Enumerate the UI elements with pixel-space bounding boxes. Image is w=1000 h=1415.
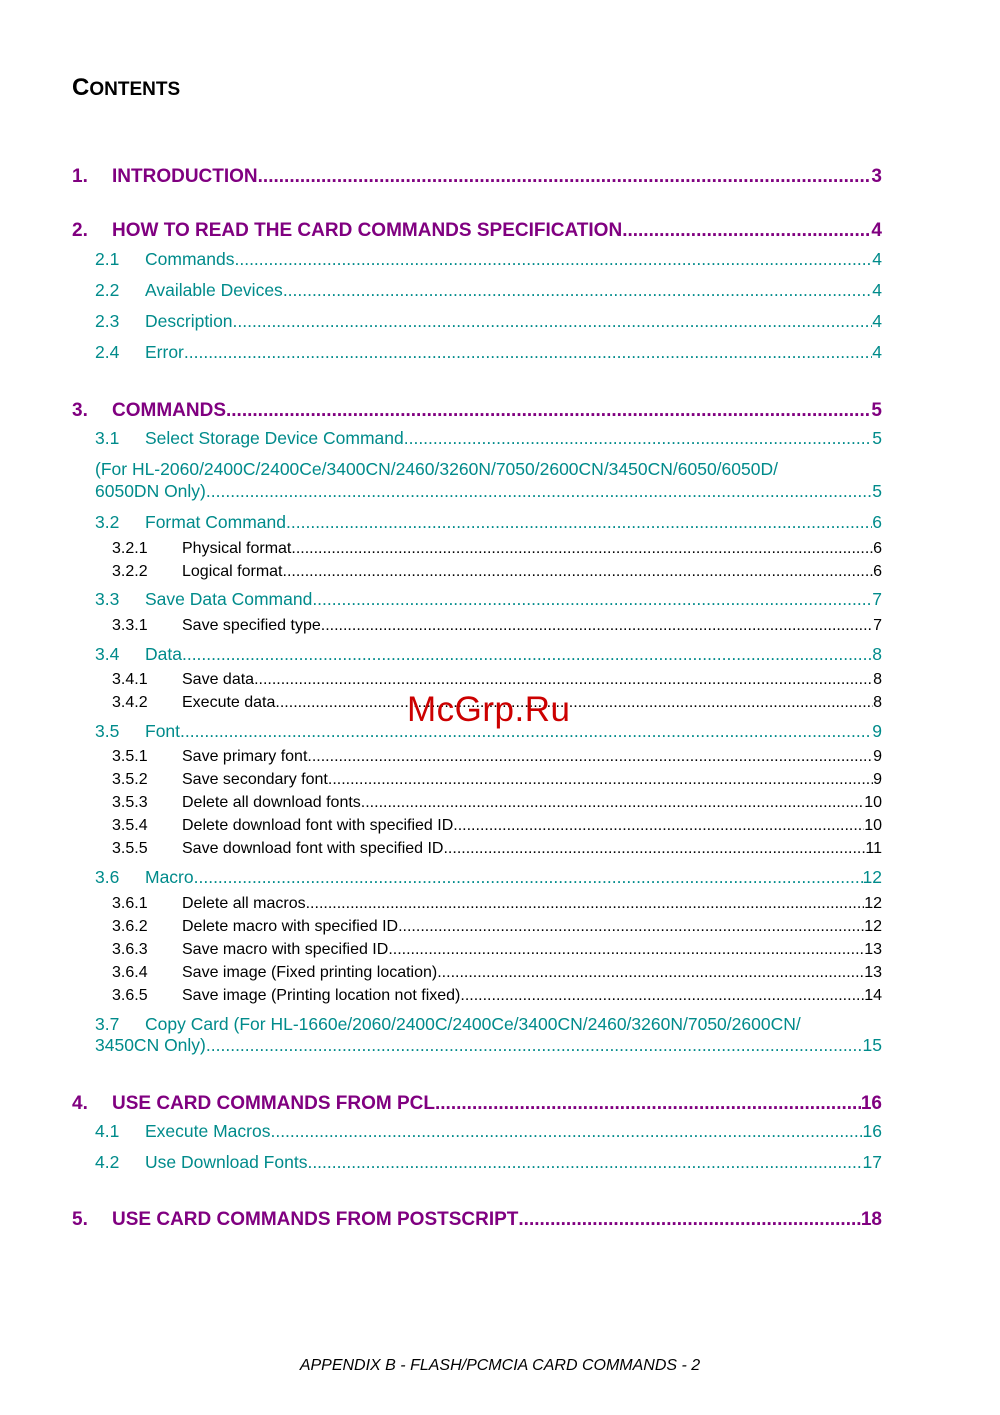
- toc-page: 17: [862, 1152, 882, 1172]
- toc-label: USE CARD COMMANDS FROM PCL: [112, 1093, 435, 1114]
- toc-entry-3-6-4[interactable]: [112, 964, 882, 982]
- dot-leader: [286, 512, 872, 533]
- dot-leader: [307, 748, 873, 766]
- toc-label: Delete all macros: [182, 895, 306, 912]
- toc-entry-5[interactable]: [72, 1209, 882, 1231]
- toc-page: 12: [864, 895, 882, 912]
- toc-number: 3.5.1: [112, 748, 148, 765]
- toc-label: 6050DN Only): [95, 481, 206, 501]
- toc-label: Save macro with specified ID: [182, 941, 389, 958]
- toc-label: HOW TO READ THE CARD COMMANDS SPECIFICATION: [112, 220, 623, 241]
- toc-number: 3.6.1: [112, 895, 148, 912]
- toc-entry-2-2[interactable]: [95, 280, 882, 301]
- toc-entry-3-1b-line1[interactable]: (For HL-2060/2400C/2400Ce/3400CN/2460/3260N/7050/2600CN/3450CN/6050/6050D/: [95, 459, 778, 479]
- toc-entry-4-2[interactable]: [95, 1152, 882, 1173]
- watermark: McGrp.Ru: [407, 690, 571, 729]
- toc-number: 3.6.3: [112, 941, 148, 958]
- dot-leader: [404, 428, 873, 449]
- toc-label: Format Command: [145, 512, 287, 532]
- toc-label: Delete all download fonts: [182, 794, 361, 811]
- toc-number: 3.6.2: [112, 918, 148, 935]
- toc-entry-1[interactable]: [72, 166, 882, 188]
- dot-leader: [206, 481, 872, 502]
- dot-leader: [437, 964, 864, 982]
- toc-page: 5: [871, 400, 882, 421]
- toc-page: 4: [872, 342, 882, 362]
- dot-leader: [182, 644, 872, 665]
- toc-label: USE CARD COMMANDS FROM POSTSCRIPT: [112, 1209, 519, 1230]
- dot-leader: [453, 817, 864, 835]
- toc-number: 3.: [72, 400, 88, 421]
- toc-label: COMMANDS: [112, 400, 226, 421]
- toc-number: 3.5.4: [112, 817, 148, 834]
- toc-label: Logical format: [182, 563, 283, 580]
- toc-page: 15: [862, 1035, 882, 1055]
- dot-leader: [443, 840, 865, 858]
- toc-label: Execute data: [182, 694, 276, 711]
- dot-leader: [622, 220, 871, 242]
- dot-leader: [321, 617, 873, 635]
- toc-page: 4: [871, 220, 882, 241]
- dot-leader: [254, 671, 873, 689]
- toc-page: 3: [871, 166, 882, 187]
- toc-label: Save specified type: [182, 617, 321, 634]
- toc-page: 12: [862, 867, 882, 887]
- dot-leader: [275, 694, 873, 712]
- toc-entry-3-6-1[interactable]: [112, 895, 882, 913]
- toc-label: Save primary font: [182, 748, 308, 765]
- toc-number: 3.4: [95, 644, 120, 664]
- toc-number: 2.3: [95, 311, 120, 331]
- toc-entry-3-5-4[interactable]: [112, 817, 882, 835]
- toc-label: Macro: [145, 867, 194, 887]
- toc-entry-3[interactable]: [72, 400, 882, 422]
- toc-label: Save Data Command: [145, 589, 313, 609]
- toc-label: Delete macro with specified ID: [182, 918, 399, 935]
- dot-leader: [233, 311, 873, 332]
- toc-page: 16: [860, 1093, 882, 1114]
- toc-entry-2-4[interactable]: [95, 342, 882, 363]
- toc-number: 3.1: [95, 428, 120, 448]
- toc-label: Save download font with specified ID: [182, 840, 444, 857]
- toc-page: 6: [873, 563, 882, 580]
- toc-page: 14: [864, 987, 882, 1004]
- toc-number: 2.4: [95, 342, 120, 362]
- toc-number: 3.3.1: [112, 617, 148, 634]
- toc-number: 3.7: [95, 1014, 120, 1034]
- toc-entry-3-1[interactable]: [95, 428, 882, 449]
- toc-number: 1.: [72, 166, 88, 187]
- dot-leader: [306, 895, 865, 913]
- toc-label: Use Download Fonts: [145, 1152, 308, 1172]
- toc-number: 4.2: [95, 1152, 120, 1172]
- toc-number: 3.2.1: [112, 540, 148, 557]
- toc-entry-4[interactable]: [72, 1093, 882, 1115]
- toc-label: Save secondary font: [182, 771, 328, 788]
- toc-number: 3.5: [95, 721, 120, 741]
- toc-entry-3-5-5[interactable]: [112, 840, 882, 858]
- toc-label: Available Devices: [145, 280, 283, 300]
- toc-entry-3-2[interactable]: [95, 512, 882, 533]
- toc-number: 3.6.5: [112, 987, 148, 1004]
- toc-page: 9: [873, 748, 882, 765]
- toc-page: 8: [873, 694, 882, 711]
- dot-leader: [460, 987, 864, 1005]
- dot-leader: [283, 280, 872, 301]
- toc-entry-3-3[interactable]: [95, 589, 882, 610]
- toc-number: 3.5.5: [112, 840, 148, 857]
- toc-label: Delete download font with specified ID: [182, 817, 454, 834]
- toc-entry-2-1[interactable]: [95, 249, 882, 270]
- toc-number: 5.: [72, 1209, 88, 1230]
- toc-number: 3.2.2: [112, 563, 148, 580]
- dot-leader: [283, 563, 874, 581]
- toc-entry-3-7[interactable]: [95, 1035, 882, 1056]
- dot-leader: [194, 867, 863, 888]
- toc-number: 4.1: [95, 1121, 120, 1141]
- toc-entry-3-1b[interactable]: [95, 481, 882, 502]
- toc-page: 5: [872, 481, 882, 501]
- toc-entry-2-3[interactable]: [95, 311, 882, 332]
- toc-entry-3-5-2[interactable]: [112, 771, 882, 789]
- toc-page: 10: [864, 817, 882, 834]
- dot-leader: [234, 249, 872, 270]
- toc-label: Font: [145, 721, 181, 741]
- dot-leader: [291, 540, 873, 558]
- toc-entry-3-5-1[interactable]: [112, 748, 882, 766]
- toc-page: 4: [872, 311, 882, 331]
- toc-entry-4-1[interactable]: [95, 1121, 882, 1142]
- toc-label: Save image (Printing location not fixed): [182, 987, 461, 1004]
- toc-number: 3.3: [95, 589, 120, 609]
- toc-entry-3-4[interactable]: [95, 644, 882, 665]
- toc-number: 2.2: [95, 280, 120, 300]
- toc-number: 3.4.1: [112, 671, 148, 688]
- toc-label: Physical format: [182, 540, 292, 557]
- toc-page: 8: [872, 644, 882, 664]
- dot-leader: [388, 941, 864, 959]
- toc-page: 18: [860, 1209, 882, 1230]
- toc-page: 11: [865, 840, 882, 857]
- toc-label: Save image (Fixed printing location): [182, 964, 438, 981]
- toc-number: 3.6: [95, 867, 120, 887]
- toc-number: 2.: [72, 220, 88, 241]
- toc-label: Copy Card (For HL-1660e/2060/2400C/2400Ce/3400CN/2460/3260N/7050/2600CN/: [145, 1014, 801, 1034]
- toc-entry-2[interactable]: [72, 220, 882, 242]
- toc-entry-3-2-1[interactable]: [112, 540, 882, 558]
- toc-entry-3-6[interactable]: [95, 867, 882, 888]
- toc-label: Select Storage Device Command: [145, 428, 404, 448]
- toc-page: 4: [872, 249, 882, 269]
- toc-entry-3-5-3[interactable]: [112, 794, 882, 812]
- dot-leader: [307, 1152, 862, 1173]
- toc-label: 3450CN Only): [95, 1035, 206, 1055]
- toc-page: 10: [864, 794, 882, 811]
- toc-page: 9: [872, 721, 882, 741]
- toc-label: Description: [145, 311, 233, 331]
- toc-entry-3-6-2[interactable]: [112, 918, 882, 936]
- toc-entry-3-7-line1[interactable]: [95, 1014, 801, 1035]
- toc-page: 13: [864, 941, 882, 958]
- toc-number: 2.1: [95, 249, 120, 269]
- dot-leader: [518, 1209, 860, 1231]
- toc-number: 3.5.3: [112, 794, 148, 811]
- dot-leader: [270, 1121, 862, 1142]
- dot-leader: [206, 1035, 863, 1056]
- toc-entry-3-6-3[interactable]: [112, 941, 882, 959]
- toc-page: 16: [862, 1121, 882, 1141]
- dot-leader: [312, 589, 872, 610]
- toc-page: 13: [864, 964, 882, 981]
- dot-leader: [226, 400, 871, 422]
- toc-page: 12: [864, 918, 882, 935]
- dot-leader: [361, 794, 864, 812]
- dot-leader: [184, 342, 872, 363]
- toc-page: 6: [873, 540, 882, 557]
- toc-number: 3.5.2: [112, 771, 148, 788]
- toc-page: 7: [872, 589, 882, 609]
- toc-number: 4.: [72, 1093, 88, 1114]
- dot-leader: [258, 166, 872, 188]
- toc-label: INTRODUCTION: [112, 166, 258, 187]
- page-title: CONTENTS: [72, 74, 181, 101]
- toc-page: 4: [872, 280, 882, 300]
- toc-page: 6: [872, 512, 882, 532]
- dot-leader: [328, 771, 873, 789]
- toc-page: 5: [872, 428, 882, 448]
- dot-leader: [435, 1093, 861, 1115]
- toc-label: Data: [145, 644, 182, 664]
- toc-page: 9: [873, 771, 882, 788]
- toc-entry-3-2-2[interactable]: [112, 563, 882, 581]
- toc-label: Execute Macros: [145, 1121, 271, 1141]
- dot-leader: [398, 918, 864, 936]
- toc-label: Commands: [145, 249, 235, 269]
- toc-entry-3-6-5[interactable]: [112, 987, 882, 1005]
- page-footer: APPENDIX B - FLASH/PCMCIA CARD COMMANDS - 2: [299, 1357, 701, 1374]
- toc-page: 7: [873, 617, 882, 634]
- toc-page: 8: [873, 671, 882, 688]
- toc-entry-3-3-1[interactable]: [112, 617, 882, 635]
- toc-label: Save data: [182, 671, 255, 688]
- toc-number: 3.2: [95, 512, 120, 532]
- toc-number: 3.4.2: [112, 694, 148, 711]
- toc-entry-3-4-1[interactable]: [112, 671, 882, 689]
- toc-label: Error: [145, 342, 184, 362]
- toc-number: 3.6.4: [112, 964, 148, 981]
